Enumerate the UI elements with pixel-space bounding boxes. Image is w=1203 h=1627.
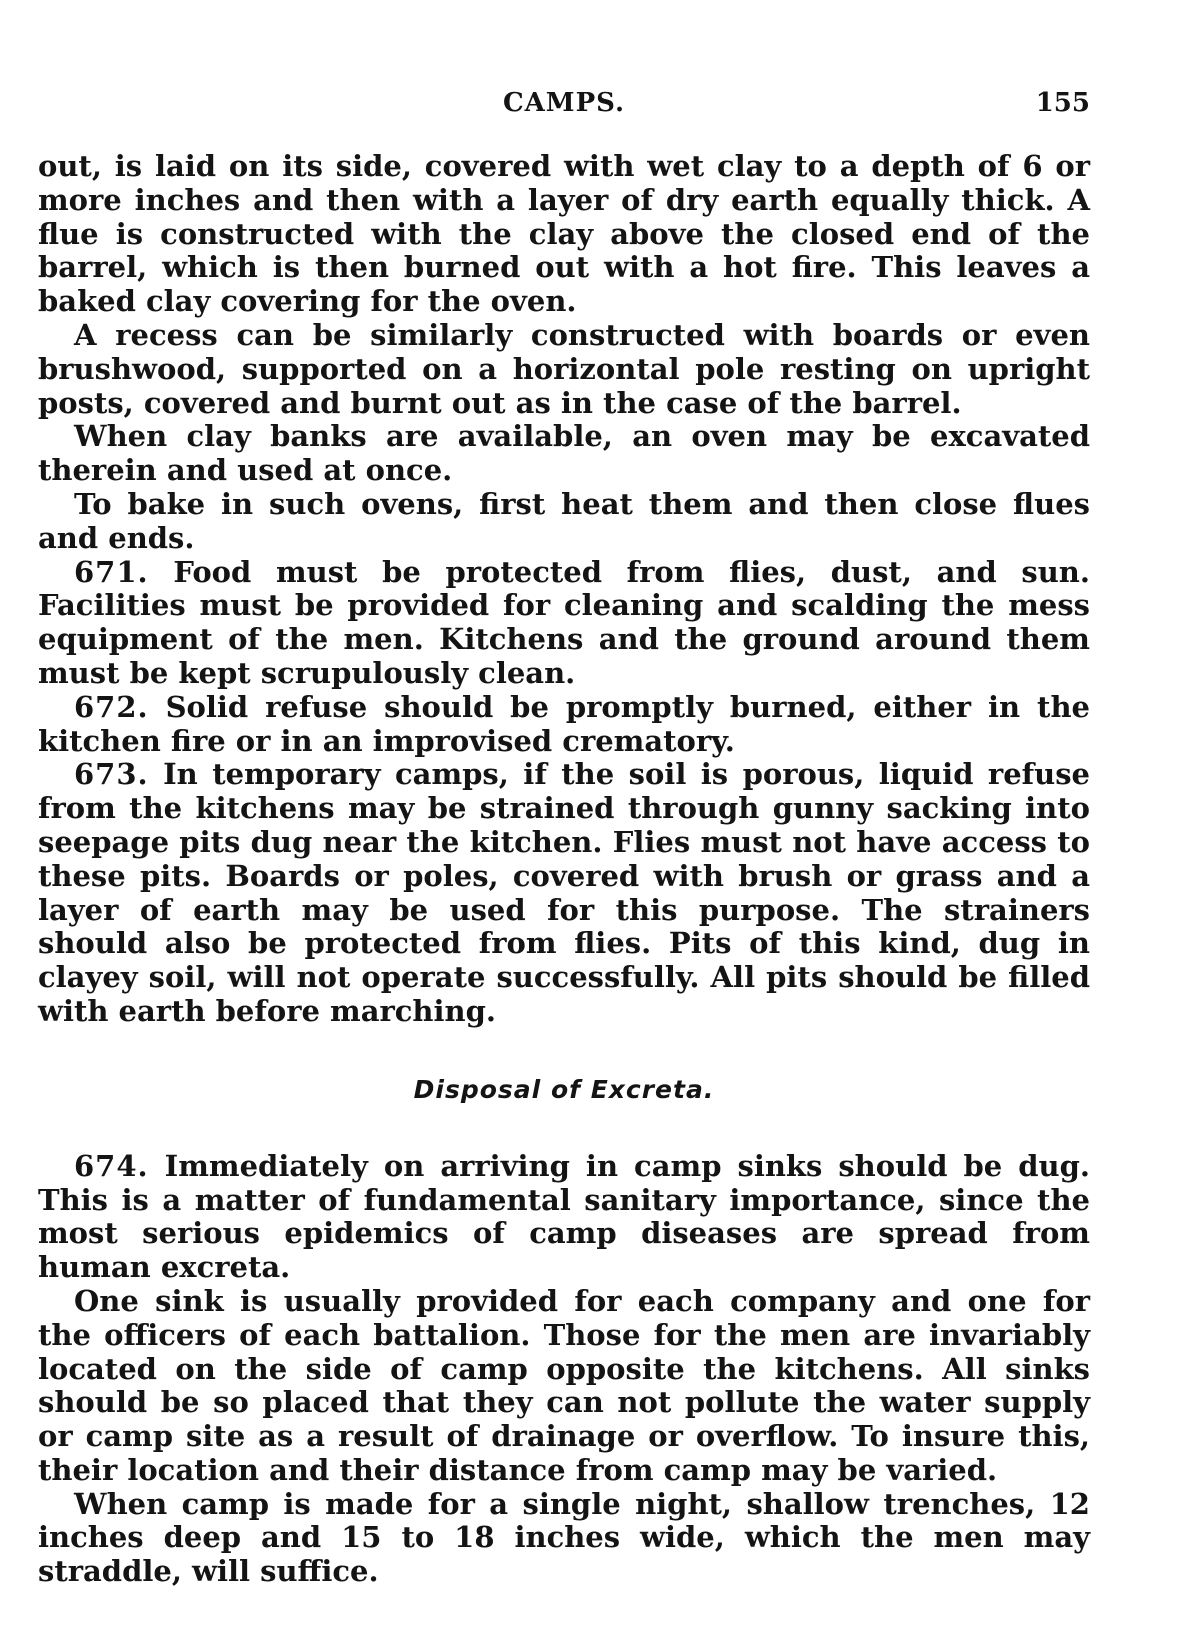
page-header [38,88,1090,128]
paragraph-text: Immediately on arriving in camp sinks should be dug. This is a matter of fundamental sanitary importance, since the most serious epidemics of camp diseases are spread from human excreta. [38,1148,1090,1285]
paragraph-number: 671. [74,554,149,589]
paragraph-text: Solid refuse should be promptly burned, either in the kitchen fire or in an improvised crematory. [38,689,1090,758]
paragraph-number: 673. [74,757,149,792]
paragraph-text: out, is laid on its side, covered with wet clay to a depth of 6 or more inches and then with a layer of dry earth equally thick. A flue is constructed with the clay above the closed end of the barrel, which is then burned out with a hot fire. This leaves a baked clay covering for the oven. [38,149,1090,319]
numbered-paragraph-673 [38,758,1090,1028]
numbered-paragraph-674 [38,1150,1090,1285]
paragraph-text: When clay banks are available, an oven may be excavated therein and used at once. [38,419,1090,488]
paragraph [38,1285,1090,1488]
paragraph [38,150,1090,319]
paragraph [38,420,1090,488]
paragraph-text: A recess can be similarly constructed with boards or even brushwood, supported on a horizontal pole resting on upright posts, covered and burnt out as in the case of the barrel. [38,317,1090,420]
paragraph [38,1488,1090,1589]
paragraph-number: 672. [74,689,149,724]
section-heading: Disposal of Excreta. [413,1074,715,1104]
paragraph-text: In temporary camps, if the soil is porous, liquid refuse from the kitchens may be strained through gunny sacking into seepage pits dug near the kitchen. Flies must not have access to these pits. Boards or poles, covered with brush or grass and a layer of earth may be used for this purpose. The strainers should also be protected from flies. Pits of this kind, dug in clayey soil, will not operate successfully. All pits should be filled with earth before marching. [38,757,1091,1028]
paragraph [38,319,1090,420]
paragraph-text: To bake in such ovens, first heat them and then close flues and ends. [38,486,1090,555]
running-head: CAMPS. [502,88,626,118]
paragraph-text: One sink is usually provided for each company and one for the officers of each battalion. Those for the men are invariably located on the side of camp opposite the kitchens. All sinks should be so placed that they can not pollute the water supply or camp site as a result of drainage or overflow. To insure this, their location and their distance from camp may be varied. [38,1283,1090,1487]
book-page [38,88,1090,1589]
numbered-paragraph-671 [38,556,1090,691]
paragraph-text: Food must be protected from flies, dust, and sun. Facilities must be provided for cleaning and scalding the mess equipment of the men. Kitchens and the ground around them must be kept scrupulously clean. [38,554,1090,690]
page-number: 155 [1035,88,1090,118]
numbered-paragraph-672 [38,691,1090,759]
paragraph-number: 674. [74,1148,149,1183]
paragraph [38,488,1090,556]
paragraph-text: When camp is made for a single night, shallow trenches, 12 inches deep and 15 to 18 inches wide, which the men may straddle, will suffice. [38,1486,1090,1589]
